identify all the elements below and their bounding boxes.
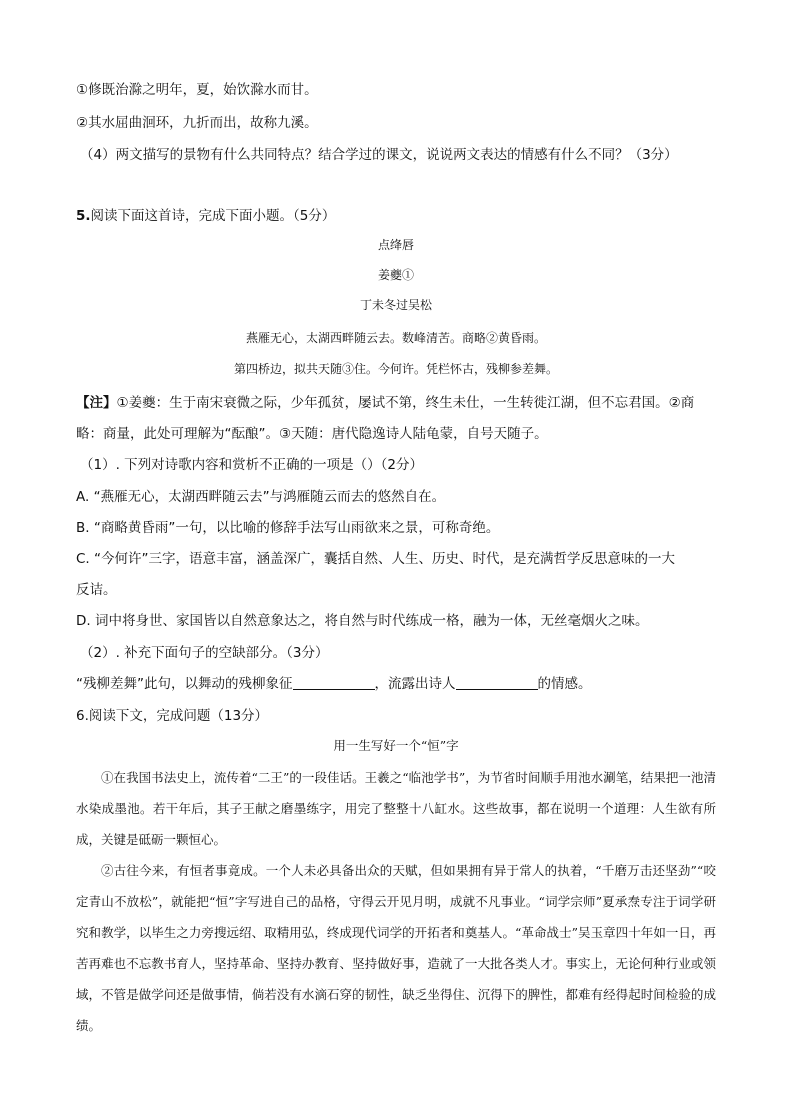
- article-paragraph-1: ①在我国书法史上，流传着“二王”的一段佳话。王羲之“临池学书”，为节省时间顺手用池水涮笔，结果把一池清水染成墨池。若干年后，其子王献之磨墨练字，用完了整整十八缸水。这些故事，都在说明一个道理：人生欲有所成，关键是砥砺一颗恒心。: [76, 770, 716, 847]
- question-4: （4）两文描写的景物有什么共同特点？结合学过的课文，说说两文表达的情感有什么不同？（3分）: [80, 147, 678, 163]
- article-title: 用一生写好一个“恒”字: [333, 738, 459, 753]
- poem-subtitle: 丁未冬过吴松: [359, 298, 432, 312]
- fill-text-2: ，流露出诗人: [374, 676, 456, 692]
- poem-line-1: 燕雁无心，太湖西畔随云去。数峰清苦。商略②黄昏雨。: [245, 331, 546, 345]
- fill-text-1: “残柳差舞”此句，以舞动的残柳象征: [76, 676, 293, 692]
- answer-blank-1[interactable]: [293, 675, 375, 690]
- poem-title: 点绛唇: [377, 238, 414, 252]
- note-line-2: 略：商量，此处可理解为“酝酿”。③天随：唐代隐逸诗人陆龟蒙，自号天随子。: [76, 426, 548, 442]
- option-c-line-2: 反诘。: [76, 582, 117, 598]
- option-c-line-1: C. “今何许”三字，语意丰富，涵盖深广，囊括自然、人生、历史、时代，是充满哲学反思意味的一大: [76, 551, 675, 567]
- sub-question-2-stem: （2）. 补充下面句子的空缺部分。（3分）: [80, 645, 329, 661]
- answer-blank-2[interactable]: [456, 675, 538, 690]
- question-5-heading: [76, 206, 716, 226]
- option-a: A. “燕雁无心，太湖西畔随云去”与鸿雁随云而去的悠然自在。: [76, 489, 446, 505]
- article-paragraph-2: ②古往今来，有恒者事竟成。一个人未必具备出众的天赋，但如果拥有异于常人的执着，“千磨万击还坚劲”“咬定青山不放松”，就能把“恒”字写进自己的品格，守得云开见月明，成就不凡事业。“词学宗师”夏承焘专注于词学研究和教学，以毕生之力旁搜远绍、取精用弘，终成现代词学的开拓者和奠基人。“革命战士”吴玉章四十年如一日，再苦再难也不忘教书育人，坚持革命、坚持办教育、坚持做好事，造就了一大批各类人才。事实上，无论何种行业或领域，不管是做学问还是做事情，倘若没有水滴石穿的韧性，缺乏坐得住、沉得下的脾性，都难有经得起时间检验的成绩。: [76, 863, 716, 1033]
- question-6-heading: 6.阅读下文，完成问题（13分）: [76, 708, 269, 724]
- fill-text-3: 的情感。: [537, 676, 592, 692]
- classical-line-2: ②其水屈曲洄环，九折而出，故称九溪。: [76, 115, 318, 131]
- sub-question-2-sentence: [76, 674, 716, 694]
- note-line-1: [76, 393, 716, 413]
- option-b: B. “商略黄昏雨”一句，以比喻的修辞手法写山雨欲来之景，可称奇绝。: [76, 520, 500, 536]
- poem-line-2: 第四桥边，拟共天随③住。今何许。凭栏怀古，残柳参差舞。: [233, 362, 558, 376]
- question-5-number: 5.: [76, 208, 91, 224]
- note-label: 【注】: [76, 395, 117, 411]
- option-d: D. 词中将身世、家国皆以自然意象达之，将自然与时代练成一格，融为一体，无丝毫烟火之味。: [76, 613, 649, 629]
- note-text-1: ①姜夔：生于南宋衰微之际，少年孤贫，屡试不第，终生未仕，一生转徙江湖，但不忘君国。②商: [116, 395, 695, 411]
- classical-line-1: ①修既治滁之明年，夏，始饮滁水而甘。: [76, 82, 318, 98]
- sub-question-1-stem: （1）. 下列对诗歌内容和赏析不正确的一项是（）（2分）: [80, 457, 424, 473]
- poem-author: 姜夔①: [377, 268, 414, 282]
- question-5-text: 阅读下面这首诗，完成下面小题。（5分）: [90, 208, 336, 224]
